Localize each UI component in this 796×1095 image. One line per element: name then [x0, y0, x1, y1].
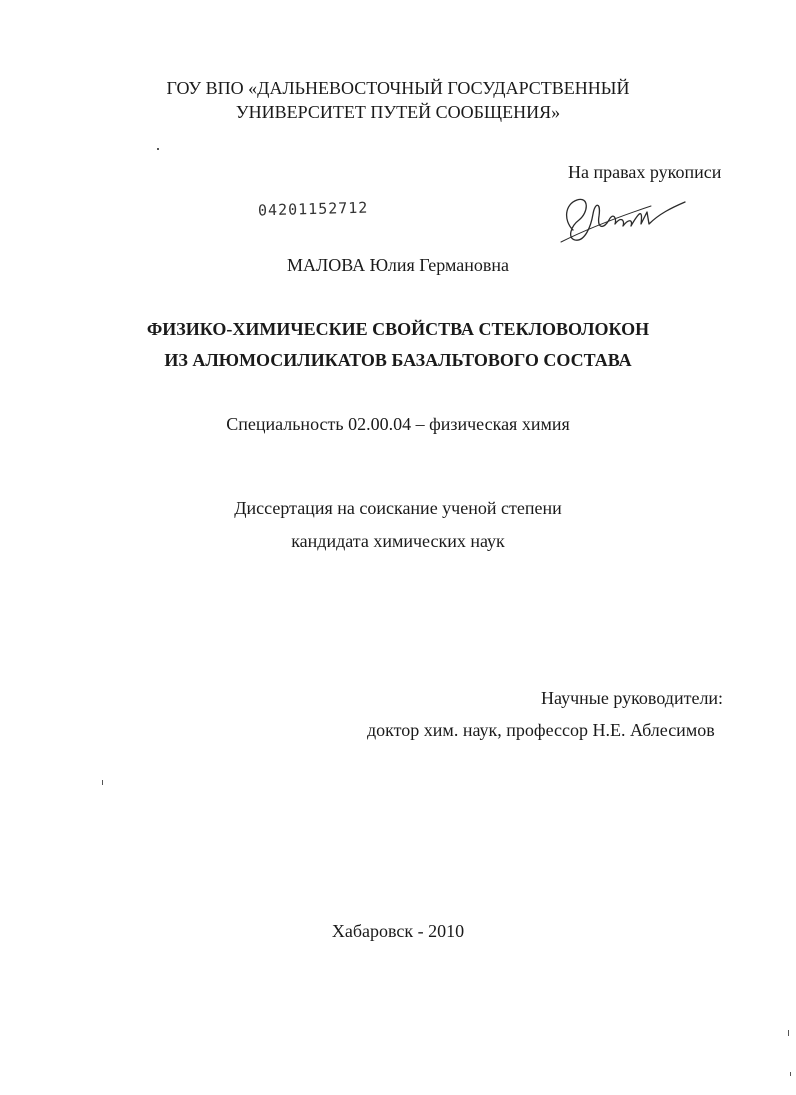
institution-line-1: ГОУ ВПО «ДАЛЬНЕВОСТОЧНЫЙ ГОСУДАРСТВЕННЫЙ: [166, 78, 630, 98]
supervisor-name: доктор хим. наук, профессор Н.Е. Аблесимов: [367, 720, 715, 740]
supervisors-label: Научные руководители:: [541, 688, 724, 708]
degree-line-2: кандидата химических наук: [291, 531, 505, 551]
rights-notice: На правах рукописи: [568, 162, 722, 182]
institution-line-2: УНИВЕРСИТЕТ ПУТЕЙ СООБЩЕНИЯ»: [235, 102, 561, 122]
author-signature: [555, 190, 695, 248]
scan-speck: [790, 1072, 791, 1076]
scan-speck: [788, 1030, 789, 1036]
dissertation-title-line-2: ИЗ АЛЮМОСИЛИКАТОВ БАЗАЛЬТОВОГО СОСТАВА: [164, 350, 632, 370]
signature-stroke: [567, 199, 685, 240]
archive-number-stamp: 04201152712: [257, 198, 369, 220]
degree-line-1: Диссертация на соискание ученой степени: [234, 498, 562, 518]
place-and-year: Хабаровск - 2010: [331, 921, 465, 941]
scan-speck: [157, 148, 159, 150]
specialty: Специальность 02.00.04 – физическая химия: [226, 414, 570, 434]
author-name: МАЛОВА Юлия Германовна: [286, 255, 509, 275]
dissertation-title-line-1: ФИЗИКО-ХИМИЧЕСКИЕ СВОЙСТВА СТЕКЛОВОЛОКОН: [146, 319, 650, 339]
scan-speck: [102, 780, 103, 785]
